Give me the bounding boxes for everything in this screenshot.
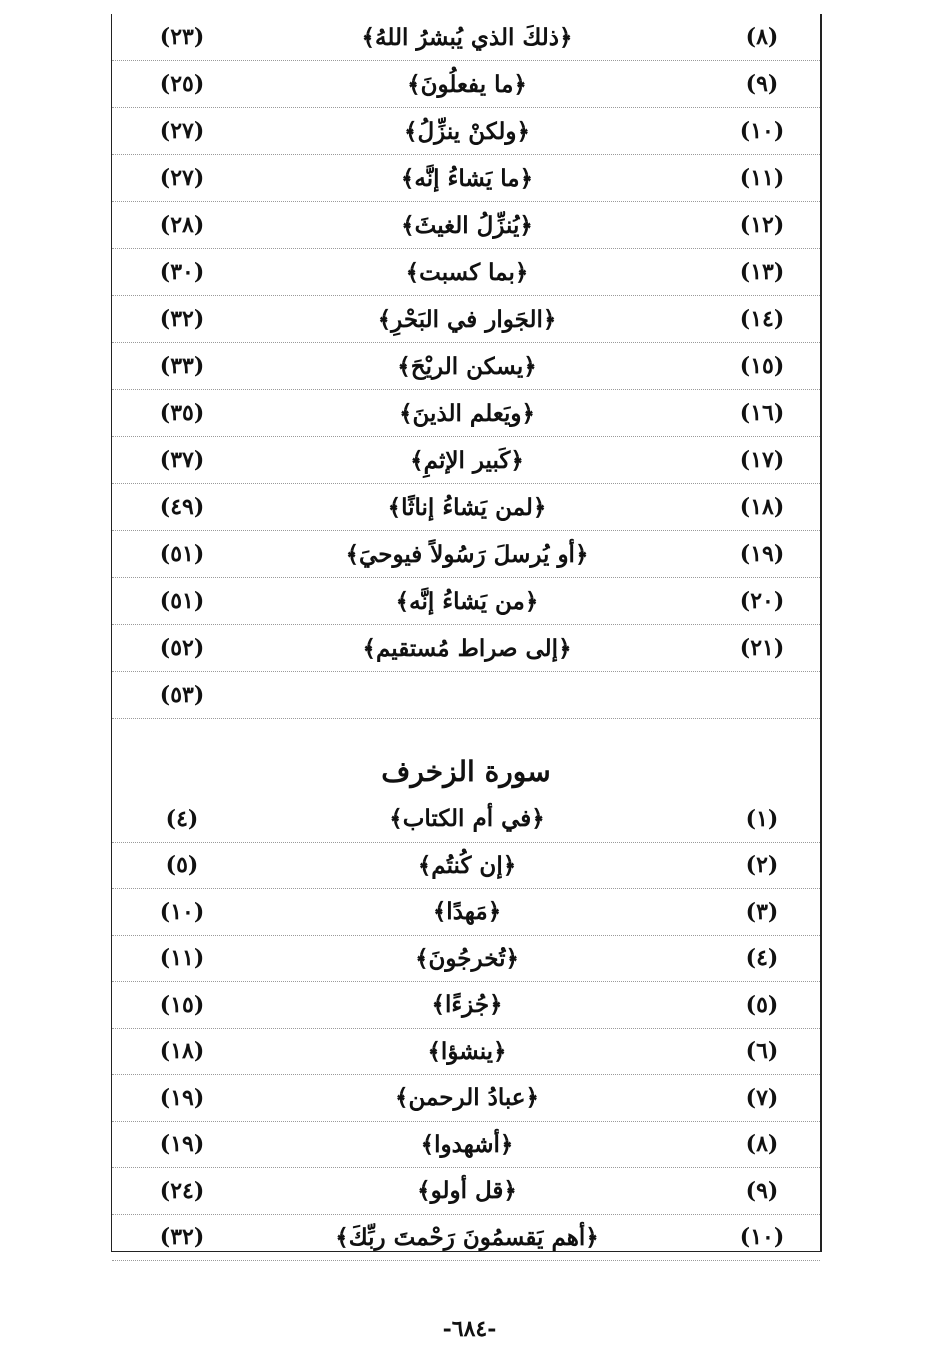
verse-number: (٢) (745, 852, 779, 879)
page-reference: (٢٣) (159, 24, 205, 50)
page-reference: (٥١) (159, 588, 205, 614)
table-row (112, 155, 820, 202)
quran-phrase: ﴿ما يَشاءُ إنَّه﴾ (400, 164, 534, 192)
page-reference: (١٥) (159, 991, 205, 1018)
quran-phrase: ﴿ويَعلم الذينَ﴾ (399, 399, 535, 427)
table-row (112, 1029, 820, 1076)
table-row (112, 578, 820, 625)
table-row (112, 437, 820, 484)
quran-phrase: ﴿بما كسبت﴾ (405, 258, 529, 286)
quran-phrase: ﴿في أم الكتاب﴾ (389, 805, 545, 833)
verse-number: (٦) (745, 1038, 779, 1065)
quran-phrase: ﴿ولكنْ ينزِّلُ﴾ (403, 117, 531, 145)
quran-phrase: ﴿تُخرجُونَ﴾ (415, 944, 519, 972)
table-row (112, 672, 820, 719)
table-row (112, 14, 820, 61)
table-row (112, 889, 820, 936)
page-reference: (١٨) (159, 1038, 205, 1065)
table-row (112, 1168, 820, 1215)
quran-phrase: ﴿ينشؤا﴾ (427, 1037, 507, 1065)
verse-number: (١٠) (739, 118, 785, 144)
verse-number: (١٩) (739, 541, 785, 567)
page-reference: (٣٠) (159, 259, 205, 285)
table-row (112, 531, 820, 578)
verse-number: (٨) (745, 24, 779, 50)
table-row (112, 1075, 820, 1122)
verse-number: (٤) (745, 945, 779, 972)
verse-number: (٢٠) (739, 588, 785, 614)
page-reference: (٥٣) (159, 682, 205, 708)
table-row (112, 249, 820, 296)
verse-number (702, 672, 822, 718)
table-row (112, 936, 820, 983)
quran-phrase: ﴿جُزءًا﴾ (431, 991, 503, 1019)
quran-phrase (262, 672, 672, 718)
page-reference: (٣٥) (159, 400, 205, 426)
quran-phrase: ﴿ذلكَ الذي يُبشرُ اللهُ﴾ (361, 23, 573, 51)
table-row (112, 796, 820, 843)
verse-number: (٢١) (739, 635, 785, 661)
page-number: -٦٨٤- (442, 1316, 497, 1342)
table-row (112, 1215, 820, 1262)
verse-number: (٩) (745, 1177, 779, 1204)
quran-phrase: ﴿قل أولو﴾ (417, 1177, 517, 1205)
page-reference: (٢٧) (159, 165, 205, 191)
verse-number: (٥) (745, 991, 779, 1018)
page-reference: (٣٢) (159, 1224, 205, 1251)
verse-number: (١٦) (739, 400, 785, 426)
verse-number: (٩) (745, 71, 779, 97)
quran-phrase: ﴿أهم يَقسمُونَ رَحْمتَ ربِّكَ﴾ (335, 1223, 599, 1251)
verse-number: (٨) (745, 1131, 779, 1158)
page-reference: (١٠) (159, 898, 205, 925)
verse-number: (١٨) (739, 494, 785, 520)
quran-phrase: ﴿إلى صراط مُستقيم﴾ (362, 634, 572, 662)
page-reference: (١٩) (159, 1084, 205, 1111)
page-reference: (٢٨) (159, 212, 205, 238)
table-row (112, 202, 820, 249)
page-reference: (٣٣) (159, 353, 205, 379)
verse-number: (١) (745, 805, 779, 832)
table-row (112, 343, 820, 390)
table-row (112, 625, 820, 672)
verse-number: (١٥) (739, 353, 785, 379)
quran-phrase: ﴿لمن يَشاءُ إناثًا﴾ (387, 493, 547, 521)
table-row (112, 1122, 820, 1169)
surah-title: سورة الزخرف (381, 754, 551, 788)
verse-number: (٣) (745, 898, 779, 925)
quran-phrase: ﴿إن كُنتُم﴾ (417, 851, 517, 879)
table-row (112, 61, 820, 108)
page-reference: (٢٤) (159, 1177, 205, 1204)
verse-number: (١٢) (739, 212, 785, 238)
table-row (112, 982, 820, 1029)
quran-phrase: ﴿مَهدًا﴾ (432, 898, 502, 926)
table-row (112, 296, 820, 343)
verse-number: (١٤) (739, 306, 785, 332)
page-reference: (٣٢) (159, 306, 205, 332)
page-reference: (٢٥) (159, 71, 205, 97)
quran-phrase: ﴿أشهدوا﴾ (420, 1130, 514, 1158)
quran-phrase: ﴿يُنزِّلُ الغيثَ﴾ (401, 211, 533, 239)
page-reference: (٥) (165, 852, 199, 879)
table-row (112, 390, 820, 437)
page-reference: (٤٩) (159, 494, 205, 520)
quran-phrase: ﴿أو يُرسلَ رَسُولاً فيوحيَ﴾ (345, 540, 589, 568)
quran-phrase: ﴿عبادُ الرحمن﴾ (395, 1084, 539, 1112)
quran-phrase: ﴿الجَوار في البَحْرِ﴾ (377, 305, 557, 333)
quran-phrase: ﴿كَبير الإثمِ﴾ (410, 446, 524, 474)
table-row (112, 108, 820, 155)
table-row (112, 843, 820, 890)
verse-number: (١١) (739, 165, 785, 191)
verse-number: (١٣) (739, 259, 785, 285)
quran-phrase: ﴿يسكن الريْحَ﴾ (397, 352, 537, 380)
verse-number: (١٠) (739, 1224, 785, 1251)
page-reference: (٤) (165, 805, 199, 832)
page-reference: (٣٧) (159, 447, 205, 473)
table-row (112, 484, 820, 531)
page-reference: (٢٧) (159, 118, 205, 144)
page-reference: (١١) (159, 945, 205, 972)
quran-phrase: ﴿ما يفعلُونَ﴾ (407, 70, 527, 98)
verse-number: (١٧) (739, 447, 785, 473)
page-reference: (١٩) (159, 1131, 205, 1158)
quran-phrase: ﴿من يَشاءُ إنَّه﴾ (395, 587, 539, 615)
page-reference: (٥٢) (159, 635, 205, 661)
table-frame (111, 14, 822, 1252)
page-reference: (٥١) (159, 541, 205, 567)
verse-number: (٧) (745, 1084, 779, 1111)
